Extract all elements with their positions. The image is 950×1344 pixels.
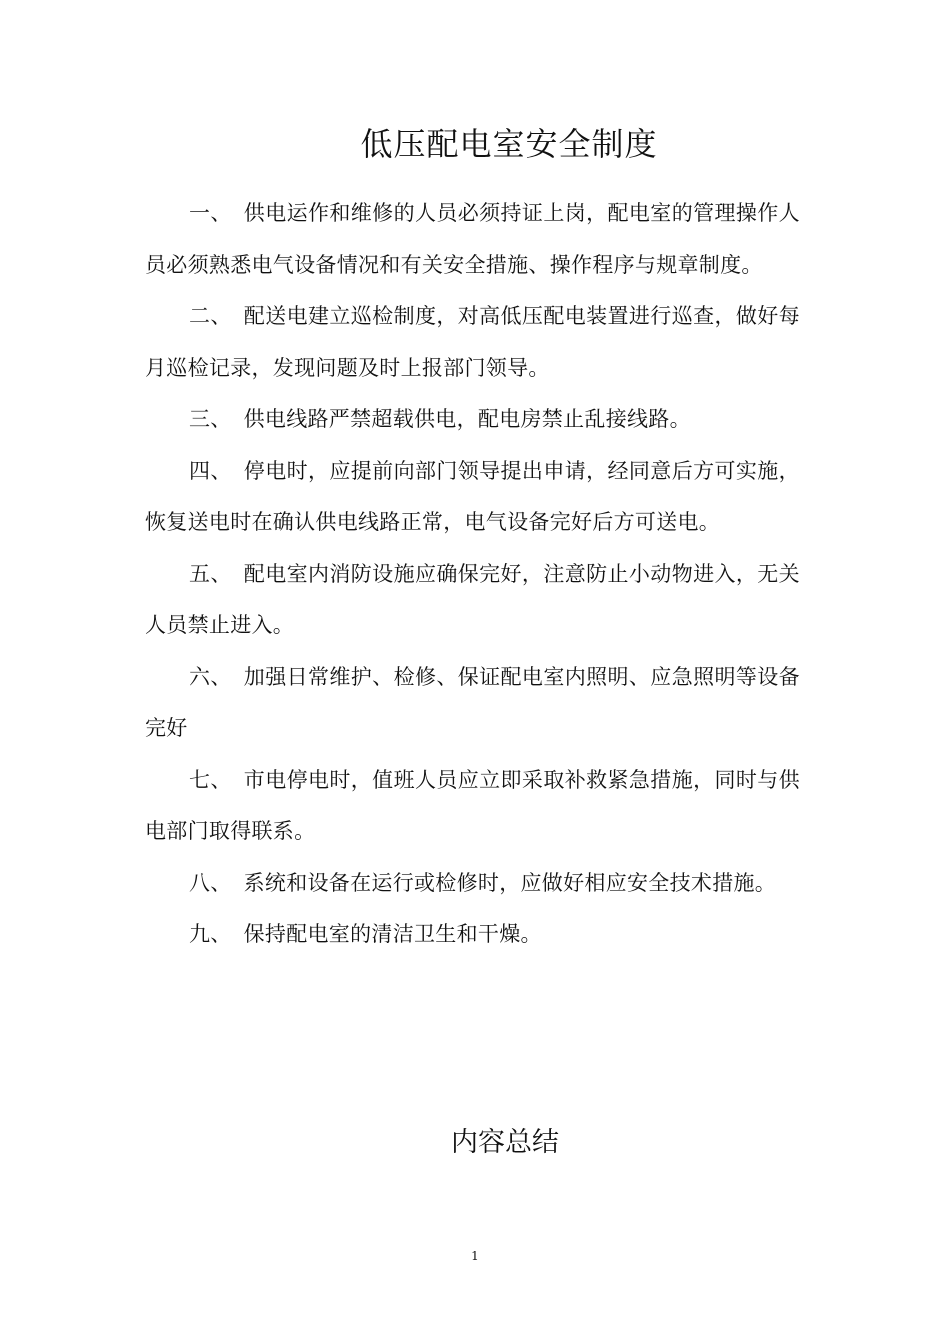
clause-text: 配电室内消防设施应确保完好，注意防止小动物进入，无关人员禁止进入。: [145, 561, 800, 637]
clause-text: 供电线路严禁超载供电，配电房禁止乱接线路。: [243, 407, 691, 431]
clause-text: 系统和设备在运行或检修时，应做好相应安全技术措施。: [243, 870, 777, 895]
clause-9: [145, 909, 800, 961]
clause-4: [145, 446, 800, 549]
page-title: 低压配电室安全制度: [360, 125, 658, 163]
regulation-body: [145, 188, 800, 961]
summary-heading: 内容总结: [451, 1127, 559, 1158]
clause-6: [145, 652, 800, 755]
clause-text: 加强日常维护、检修、保证配电室内照明、应急照明等设备完好: [145, 664, 800, 740]
clause-3: [145, 394, 800, 446]
clause-text: 保持配电室的清洁卫生和干燥。: [243, 922, 542, 946]
clause-number: 一、: [189, 201, 232, 225]
clause-2: [145, 291, 800, 394]
clause-text: 市电停电时，值班人员应立即采取补救紧急措施，同时与供电部门取得联系。: [145, 767, 800, 843]
clause-text: 配送电建立巡检制度，对高低压配电装置进行巡查，做好每月巡检记录，发现问题及时上报部门领导。: [145, 304, 800, 380]
clause-number: 三、: [189, 407, 232, 431]
clause-5: [145, 549, 800, 652]
clause-text: 供电运作和维修的人员必须持证上岗，配电室的管理操作人员必须熟悉电气设备情况和有关安全措施、操作程序与规章制度。: [145, 201, 800, 277]
page-number: 1: [471, 1249, 479, 1263]
clause-7: [145, 755, 800, 858]
clause-8: [145, 858, 800, 910]
clause-number: 七、: [189, 767, 232, 792]
clause-number: 二、: [189, 304, 232, 328]
clause-text: 停电时，应提前向部门领导提出申请，经同意后方可实施，恢复送电时在确认供电线路正常，电气设备完好后方可送电。: [145, 458, 800, 534]
clause-number: 八、: [189, 870, 232, 895]
clause-number: 四、: [189, 458, 232, 483]
clause-number: 五、: [189, 561, 232, 586]
clause-1: [145, 188, 800, 291]
clause-number: 九、: [189, 922, 232, 946]
clause-number: 六、: [189, 664, 232, 689]
